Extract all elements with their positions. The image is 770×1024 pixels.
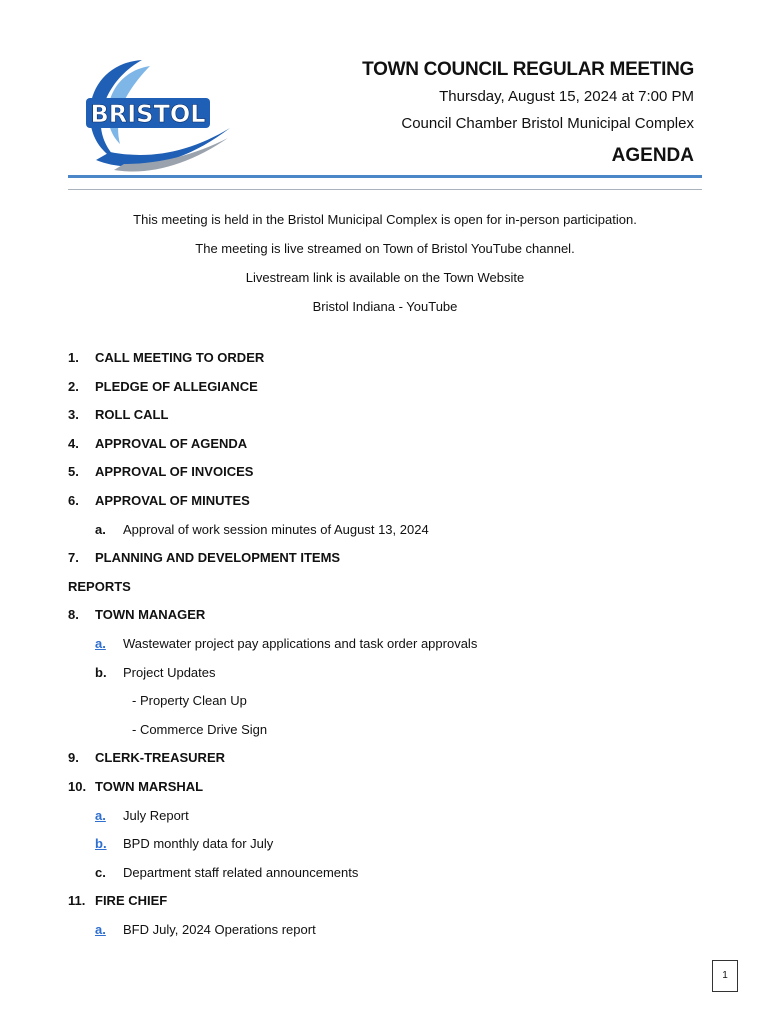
agenda-item-label: CALL MEETING TO ORDER [95, 350, 265, 365]
agenda-item [68, 548, 708, 577]
agenda-item [68, 806, 708, 835]
agenda-item [68, 863, 708, 892]
header-divider-thick [68, 175, 702, 178]
agenda-item-number: 5. [68, 464, 79, 480]
agenda-items [68, 348, 708, 948]
agenda-subitem-text: BFD July, 2024 Operations report [123, 921, 316, 937]
agenda-item-number: 8. [68, 607, 79, 623]
agenda-item [68, 691, 708, 720]
agenda-item [68, 663, 708, 692]
bristol-logo [80, 56, 240, 174]
notice-line: The meeting is live streamed on Town of Bristol YouTube channel. [195, 241, 575, 256]
page-number: 1 [712, 960, 738, 992]
agenda-subitem-text: Approval of work session minutes of August 13, 2024 [123, 521, 429, 537]
agenda-item [68, 748, 708, 777]
agenda-item-number: 3. [68, 407, 79, 423]
logo-text: BRISTOL [90, 100, 206, 128]
notice-line: This meeting is held in the Bristol Municipal Complex is open for in-person participation. [133, 212, 637, 227]
header-divider-thin [68, 189, 702, 190]
agenda-item [68, 891, 708, 920]
agenda-heading: AGENDA [611, 145, 694, 166]
agenda-item-number: 1. [68, 350, 79, 365]
agenda-item [68, 720, 708, 749]
agenda-item-label: PLANNING AND DEVELOPMENT ITEMS [95, 550, 341, 566]
agenda-item [68, 605, 708, 634]
agenda-subitem-text: Wastewater project pay applications and task order approvals [123, 635, 478, 651]
meeting-notice [0, 205, 770, 321]
agenda-item-number: 7. [68, 550, 79, 566]
agenda-item [68, 491, 708, 520]
notice-line: Livestream link is available on the Town Website [245, 270, 525, 285]
agenda-item-label: PLEDGE OF ALLEGIANCE [95, 378, 258, 394]
agenda-item [68, 462, 708, 491]
document-header [362, 57, 694, 188]
agenda-subitem-text: Department staff related announcements [123, 864, 359, 880]
agenda-item [68, 348, 708, 377]
agenda-item-label: CLERK-TREASURER [95, 750, 225, 766]
agenda-subpoint-text: - Property Clean Up [132, 693, 247, 709]
agenda-item [68, 834, 708, 863]
agenda-item-label: TOWN MARSHAL [95, 778, 204, 794]
meeting-datetime: Thursday, August 15, 2024 at 7:00 PM [439, 88, 694, 105]
agenda-item-number: 6. [68, 492, 79, 508]
agenda-subitem-letter: c. [95, 864, 106, 880]
meeting-location: Council Chamber Bristol Municipal Complex [401, 115, 694, 132]
agenda-subitem-text: Project Updates [123, 664, 216, 680]
youtube-link[interactable]: Bristol Indiana - YouTube [312, 299, 458, 314]
agenda-item-number: 10. [68, 778, 87, 794]
agenda-subitem-letter: b. [95, 664, 107, 680]
agenda-subitem-text: BPD monthly data for July [123, 836, 274, 852]
agenda-subitem-letter: a. [95, 521, 106, 537]
agenda-item [68, 377, 708, 406]
agenda-item-label: REPORTS [68, 578, 131, 594]
agenda-item-label: APPROVAL OF AGENDA [95, 435, 248, 451]
agenda-item-number: 9. [68, 750, 79, 766]
agenda-item [68, 634, 708, 663]
agenda-item-label: APPROVAL OF MINUTES [95, 492, 250, 508]
agenda-item-number: 11. [68, 893, 86, 909]
agenda-item [68, 434, 708, 463]
agenda-item [68, 920, 708, 949]
agenda-subpoint-text: - Commerce Drive Sign [132, 721, 268, 737]
agenda-item-label: ROLL CALL [95, 407, 169, 423]
agenda-attachment-link[interactable]: b. [95, 836, 107, 852]
agenda-item [68, 405, 708, 434]
agenda-attachment-link[interactable]: a. [95, 921, 106, 937]
agenda-item [68, 520, 708, 549]
agenda-subitem-text: July Report [123, 807, 189, 823]
agenda-attachment-link[interactable]: a. [95, 807, 106, 823]
agenda-item-number: 2. [68, 378, 79, 394]
meeting-title: TOWN COUNCIL REGULAR MEETING [362, 59, 694, 80]
agenda-item-label: TOWN MANAGER [95, 607, 206, 623]
agenda-attachment-link[interactable]: a. [95, 635, 106, 651]
agenda-item-number: 4. [68, 435, 79, 451]
agenda-item [68, 577, 708, 606]
agenda-item-label: FIRE CHIEF [95, 893, 168, 909]
agenda-item-label: APPROVAL OF INVOICES [95, 464, 254, 480]
agenda-item [68, 777, 708, 806]
